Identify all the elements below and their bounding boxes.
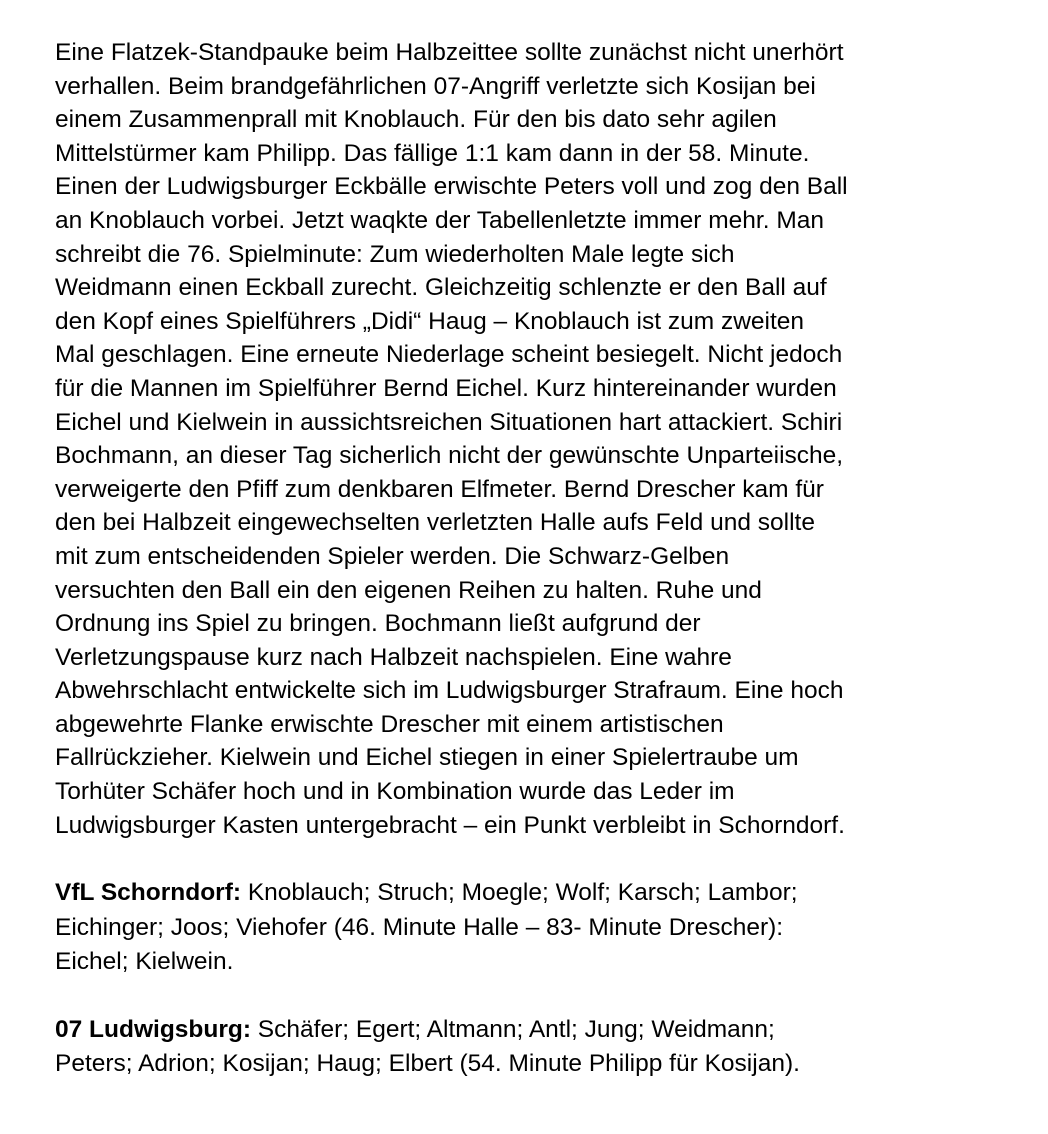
lineup-line: Eichel; Kielwein. <box>55 948 234 976</box>
lineup-line <box>55 1013 1015 1048</box>
report-line: Einen der Ludwigsburger Eckbälle erwischte Peters voll und zog den Ball <box>55 173 848 201</box>
report-line: den bei Halbzeit eingewechselten verletzten Halle aufs Feld und sollte <box>55 509 815 537</box>
lineup-players: Knoblauch; Struch; Moegle; Wolf; Karsch; Lambor; <box>241 879 798 907</box>
report-line: schreibt die 76. Spielminute: Zum wiederholten Male legte sich <box>55 240 735 268</box>
lineup-line: Eichinger; Joos; Viehofer (46. Minute Halle – 83- Minute Drescher): <box>55 913 784 941</box>
report-line: verhallen. Beim brandgefährlichen 07-Angriff verletzte sich Kosijan bei <box>55 72 816 100</box>
report-line: Verletzungspause kurz nach Halbzeit nachspielen. Eine wahre <box>55 643 732 671</box>
report-line: Torhüter Schäfer hoch und in Kombination wurde das Leder im <box>55 778 735 806</box>
report-line: Fallrückzieher. Kielwein und Eichel stiegen in einer Spielertraube um <box>55 744 799 772</box>
report-line: mit zum entscheidenden Spieler werden. Die Schwarz-Gelben <box>55 542 730 570</box>
lineup-07-ludwigsburg <box>55 1013 1015 1082</box>
lineup-players: Schäfer; Egert; Altmann; Antl; Jung; Weidmann; <box>251 1015 775 1043</box>
report-line: abgewehrte Flanke erwischte Drescher mit einem artistischen <box>55 710 724 738</box>
report-line: Mal geschlagen. Eine erneute Niederlage scheint besiegelt. Nicht jedoch <box>55 341 843 369</box>
report-line: verweigerte den Pfiff zum denkbaren Elfmeter. Bernd Drescher kam für <box>55 475 824 503</box>
team-name-home: VfL Schorndorf: <box>55 879 242 907</box>
report-line: Eine Flatzek-Standpauke beim Halbzeittee sollte zunächst nicht unerhört <box>55 39 844 66</box>
report-line: für die Mannen im Spielführer Bernd Eichel. Kurz hintereinander wurden <box>55 374 837 402</box>
lineup-vfl-schorndorf <box>55 876 1015 980</box>
report-line: Abwehrschlacht entwickelte sich im Ludwigsburger Strafraum. Eine hoch <box>55 677 844 705</box>
team-name-away: 07 Ludwigsburg: <box>55 1015 251 1043</box>
report-line: Eichel und Kielwein in aussichtsreichen Situationen hart attackiert. Schiri <box>55 408 843 436</box>
document-page <box>55 36 1015 1082</box>
report-line: Mittelstürmer kam Philipp. Das fällige 1:1 kam dann in der 58. Minute. <box>55 139 810 167</box>
report-line: Ludwigsburger Kasten untergebracht – ein Punkt verbleibt in Schorndorf. <box>55 811 845 839</box>
report-line: Weidmann einen Eckball zurecht. Gleichzeitig schlenzte er den Ball auf <box>55 274 827 302</box>
report-line: versuchten den Ball ein den eigenen Reihen zu halten. Ruhe und <box>55 576 762 604</box>
lineup-line <box>55 876 1015 911</box>
report-line: Ordnung ins Spiel zu bringen. Bochmann ließt aufgrund der <box>55 610 701 638</box>
match-report-paragraph <box>55 36 1015 842</box>
report-line: den Kopf eines Spielführers „Didi“ Haug – Knoblauch ist zum zweiten <box>55 307 805 335</box>
report-line: Bochmann, an dieser Tag sicherlich nicht der gewünschte Unparteiische, <box>55 442 844 470</box>
lineup-line: Peters; Adrion; Kosijan; Haug; Elbert (54. Minute Philipp für Kosijan). <box>55 1050 800 1078</box>
report-line: an Knoblauch vorbei. Jetzt waqkte der Tabellenletzte immer mehr. Man <box>55 206 824 234</box>
report-line: einem Zusammenprall mit Knoblauch. Für den bis dato sehr agilen <box>55 106 777 134</box>
